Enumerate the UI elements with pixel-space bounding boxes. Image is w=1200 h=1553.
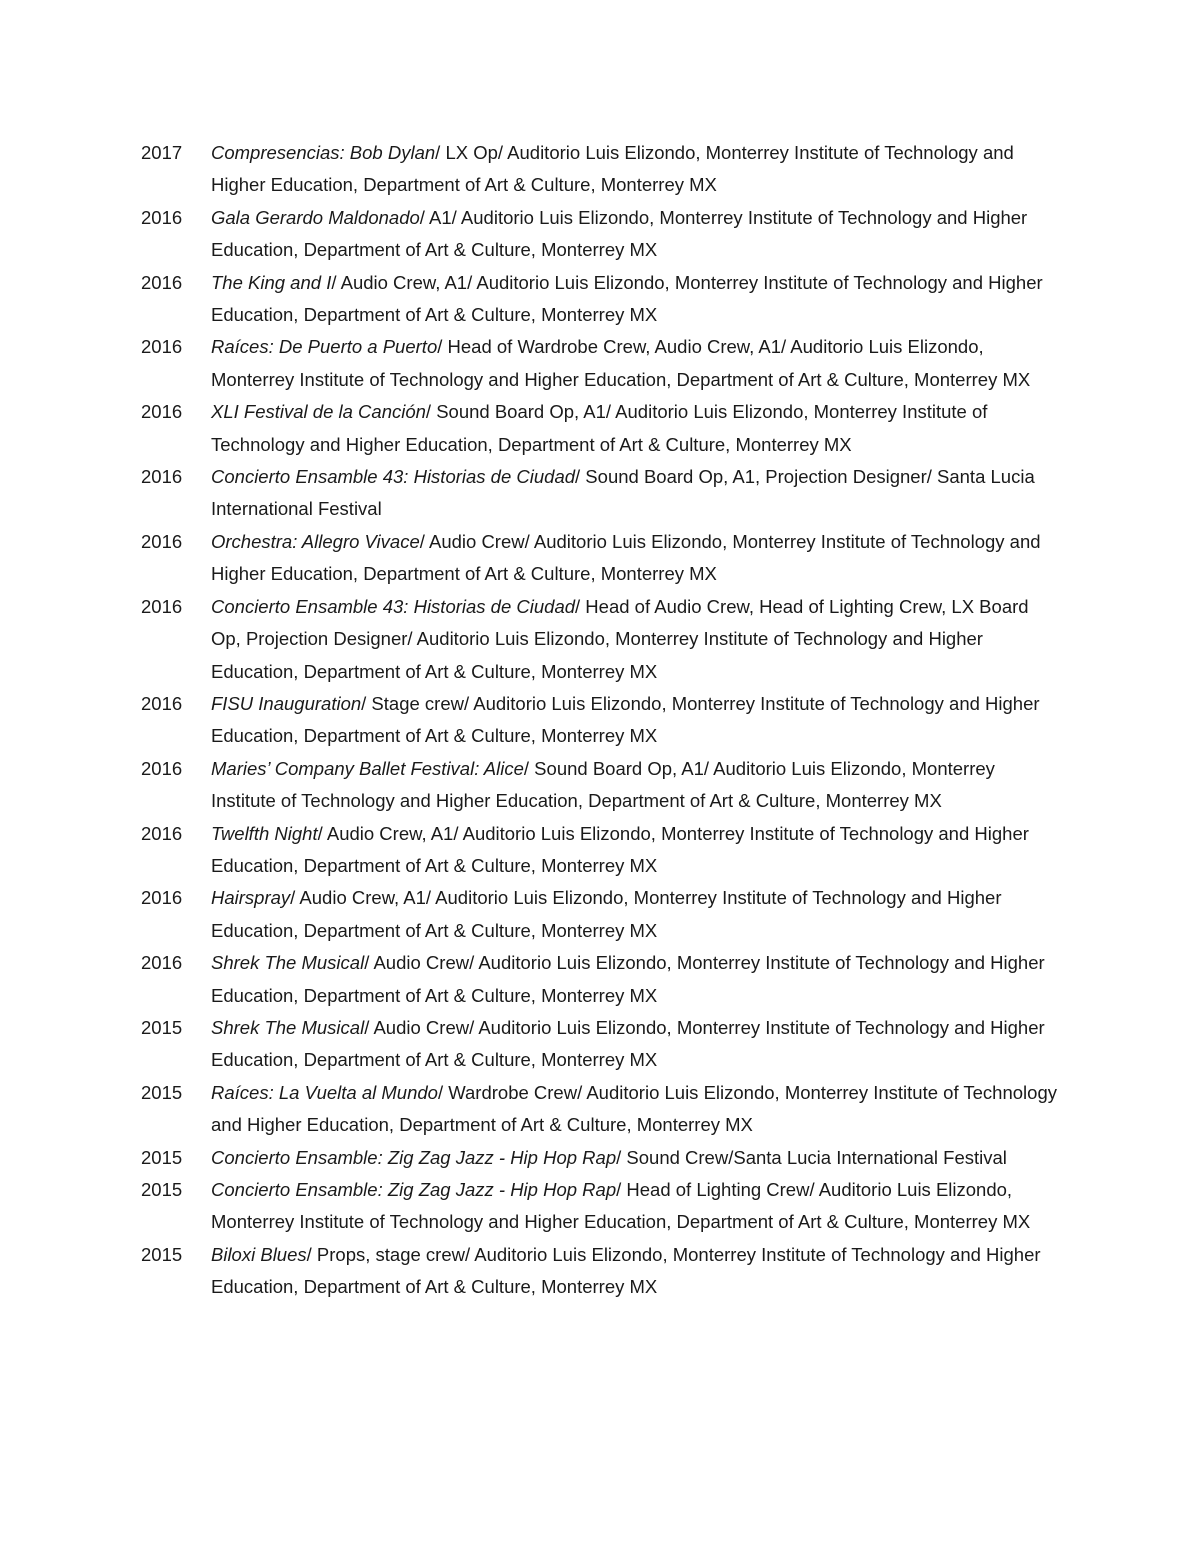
entry-year: 2016 [141,822,183,844]
entry-text [211,1077,1061,1142]
entry-details: / Props, stage crew/ Auditorio Luis Elizondo, Monterrey Institute of Technology and Higher Education, Department of Art & Culture, Monterrey MX [211,1243,1041,1298]
entry-details: / Wardrobe Crew/ Auditorio Luis Elizondo, Monterrey Institute of Technology and Higher Education, Department of Art & Culture, Monterrey MX [211,1081,1057,1136]
entry-details: / Head of Lighting Crew/ Auditorio Luis Elizondo, Monterrey Institute of Technology and Higher Education, Department of Art & Culture, Monterrey MX [211,1179,1031,1233]
entry-year: 2016 [141,595,183,617]
entry-year: 2016 [141,206,183,228]
credit-entry [141,396,1061,461]
entry-text [211,526,1061,591]
entry-text [211,818,1061,883]
production-title: Concierto Ensamble: Zig Zag Jazz - Hip Hop Rap [211,1146,617,1168]
credit-entry [141,1142,1061,1174]
entry-details: / Audio Crew/ Auditorio Luis Elizondo, Monterrey Institute of Technology and Higher Education, Department of Art & Culture, Monterrey MX [211,530,1041,585]
entry-year: 2016 [141,466,183,488]
entry-text [211,688,1061,753]
credit-entry [141,1174,1061,1239]
entry-year: 2016 [141,336,183,358]
entry-year: 2015 [141,1179,183,1200]
entry-text [211,753,1061,818]
production-title: Concierto Ensamble 43: Historias de Ciudad [211,595,576,617]
credit-entry [141,461,1061,526]
credit-entry [141,331,1061,396]
entry-details: / Sound Board Op, A1/ Auditorio Luis Elizondo, Monterrey Institute of Technology and Higher Education, Department of Art & Culture, Monterrey MX [211,757,995,812]
entry-details: / Audio Crew/ Auditorio Luis Elizondo, Monterrey Institute of Technology and Higher Education, Department of Art & Culture, Monterrey MX [211,1016,1045,1071]
credit-entry [141,947,1061,1012]
production-title: Maries’ Company Ballet Festival: Alice [211,757,524,779]
entry-text [211,1174,1061,1239]
credit-entry [141,688,1061,753]
entry-text [211,947,1061,1012]
entry-text [211,1239,1061,1304]
entry-text [211,591,1061,688]
credit-entry [141,818,1061,883]
entry-details: / Head of Audio Crew, Head of Lighting Crew, LX Board Op, Projection Designer/ Auditorio Luis Elizondo, Monterrey Institute of Technology and Higher Education, Department of Art & Culture, Monterrey MX [211,595,1029,682]
production-title: XLI Festival de la Canción [211,401,426,423]
credits-list [141,137,1061,1304]
credit-entry [141,753,1061,818]
entry-year: 2016 [141,692,183,714]
entry-year: 2015 [141,1081,183,1103]
entry-details: / Sound Board Op, A1/ Auditorio Luis Elizondo, Monterrey Institute of Technology and Higher Education, Department of Art & Culture, Monterrey MX [211,401,988,455]
credit-entry [141,882,1061,947]
entry-year: 2016 [141,887,183,909]
entry-text [211,137,1061,202]
production-title: Biloxi Blues [211,1243,307,1265]
entry-year: 2015 [141,1146,183,1168]
production-title: Shrek The Musical [211,952,365,974]
production-title: Concierto Ensamble: Zig Zag Jazz - Hip Hop Rap [211,1179,617,1200]
production-title: The King and I [211,271,332,293]
credit-entry [141,202,1061,267]
credit-entry [141,526,1061,591]
entry-text [211,331,1061,396]
entry-year: 2017 [141,142,183,163]
production-title: Raíces: De Puerto a Puerto [211,336,438,358]
production-title: Compresencias: Bob Dylan [211,142,436,163]
entry-details: / Head of Wardrobe Crew, Audio Crew, A1/ Auditorio Luis Elizondo, Monterrey Institute of Technology and Higher Education, Department of Art & Culture, Monterrey MX [211,336,1031,390]
entry-details: / Audio Crew, A1/ Auditorio Luis Elizondo, Monterrey Institute of Technology and Higher Education, Department of Art & Culture, Monterrey MX [211,271,1043,326]
production-title: Gala Gerardo Maldonado [211,206,420,228]
credit-entry [141,591,1061,688]
entry-details: / Sound Crew/Santa Lucia International Festival [616,1146,1007,1168]
entry-year: 2016 [141,271,183,293]
entry-text [211,1142,1061,1174]
entry-text [211,396,1061,461]
entry-year: 2016 [141,401,183,423]
entry-text [211,461,1061,526]
entry-details: / Audio Crew, A1/ Auditorio Luis Elizondo, Monterrey Institute of Technology and Higher Education, Department of Art & Culture, Monterrey MX [211,887,1002,941]
production-title: FISU Inauguration [211,692,362,714]
credit-entry [141,267,1061,332]
entry-details: / LX Op/ Auditorio Luis Elizondo, Monterrey Institute of Technology and Higher Education, Department of Art & Culture, Monterrey MX [211,142,1014,196]
credit-entry [141,1239,1061,1304]
production-title: Shrek The Musical [211,1016,365,1038]
entry-details: / A1/ Auditorio Luis Elizondo, Monterrey Institute of Technology and Higher Education, Department of Art & Culture, Monterrey MX [211,206,1028,261]
entry-text [211,267,1061,332]
production-title: Orchestra: Allegro Vivace [211,530,420,552]
production-title: Raíces: La Vuelta al Mundo [211,1081,438,1103]
entry-details: / Audio Crew/ Auditorio Luis Elizondo, Monterrey Institute of Technology and Higher Education, Department of Art & Culture, Monterrey MX [211,952,1045,1006]
production-title: Twelfth Night [211,822,318,844]
entry-details: / Sound Board Op, A1, Projection Designer/ Santa Lucia International Festival [211,466,1035,520]
entry-year: 2016 [141,757,183,779]
entry-year: 2015 [141,1243,183,1265]
production-title: Hairspray [211,887,291,909]
entry-year: 2015 [141,1016,183,1038]
entry-text [211,1012,1061,1077]
entry-text [211,882,1061,947]
entry-year: 2016 [141,530,183,552]
entry-year: 2016 [141,952,183,974]
entry-details: / Audio Crew, A1/ Auditorio Luis Elizondo, Monterrey Institute of Technology and Higher Education, Department of Art & Culture, Monterrey MX [211,822,1029,876]
credit-entry [141,137,1061,202]
credit-entry [141,1077,1061,1142]
credit-entry [141,1012,1061,1077]
production-title: Concierto Ensamble 43: Historias de Ciudad [211,466,576,488]
entry-details: / Stage crew/ Auditorio Luis Elizondo, Monterrey Institute of Technology and Higher Education, Department of Art & Culture, Monterrey MX [211,692,1040,747]
entry-text [211,202,1061,267]
